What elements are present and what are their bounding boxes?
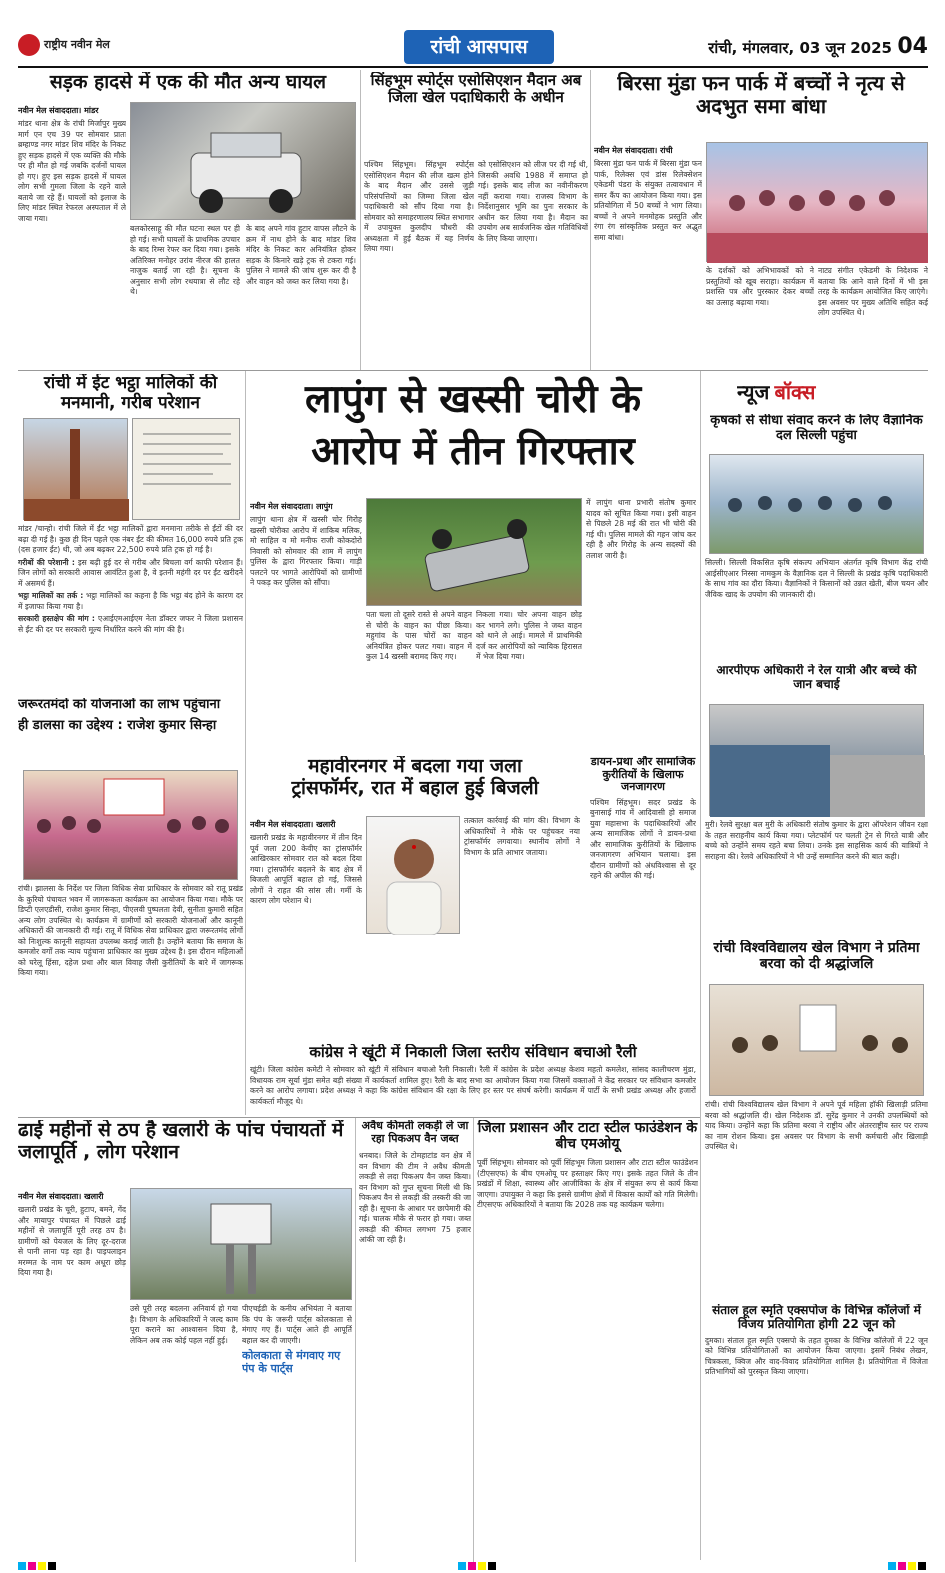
article-body-col3: के बाद अपने गांव हुटार वापस लौटने के क्रम में नाथ होने के बाद मांडर शिव मंदिर के निकट कार अनियंत्रित होकर सड़क के किनारे खड़े ट्रक से टकरा गई। पुलिस ने मामले की जांच शुरू कर दी है और वाहन को जब्त कर लिया गया है। [246,224,356,286]
tribute-photo [709,984,924,1096]
headline-line2: ट्रांसफॉर्मर, रात में बहाल हुई बिजली [291,776,539,799]
article-rpf-rescue [705,664,928,936]
overturned-vehicle-photo [366,498,582,606]
headline: सड़क हादसे में एक की मौत अन्य घायल [49,72,327,93]
article-lapung-theft [250,374,696,754]
article-body: रांची। झालसा के निर्देश पर जिला विधिक सेवा प्राधिकार के सोमवार को रातू प्रखंड के कुरियो पंचायत भवन में जागरूकता कार्यक्रम का आयोजन किया गया। मौके पर डिप्टी एलएडीसी, राजेश कुमार सिन्हा, पीएलवी पुष्पलता देवी, सुनीता कुमारी सहित अन्य लोग उपस्थित थे। कार्यक्रम में ग्रामीणों को सरकारी योजनाओं और कानूनी अधिकारों की जानकारी दी गई। रातू में विधिक सेवा प्राधिकार द्वारा जरूरतमंद लोगों को निःशुल्क कानूनी सहायता उपलब्ध कराई जाती है। उन्होंने बताया कि समाज के कमजोर वर्गों तक न्याय पहुंचाना प्राधिकार का मुख्य उद्देश्य है। इस दौरान महिलाओं को घरेलू हिंसा, दहेज प्रथा और बाल विवाह जैसी कुरीतियों के बारे में जागरूक किया गया। [18,884,243,977]
subhead: भट्ठा मालिकों का तर्क : [18,591,84,600]
headline: बिरसा मुंडा फन पार्क में बच्चों ने नृत्य से अदभुत समा बांधा [617,72,905,118]
article-body: खलारी प्रखंड के चूरी, हुटाप, बमने, गेंद और मायापुर पंचायत में पिछले ढाई महीनों से जलापूर्ति पूरी तरह ठप है। ग्रामीणों को पेयजल के लिए दूर-दराज से पानी लाना पड़ रहा है। पाइपलाइन मरम्मत के नाम पर काम अधूरा छोड़ दिया गया है। [18,1205,126,1277]
headline: जरूरतमंदों को योजनाओं का लाभ पहुंचाना [18,698,221,712]
article-body-col2: तत्काल कार्रवाई की मांग की। विभाग के अधिकारियों ने मौके पर पहुंचकर नया ट्रांसफॉर्मर लगवाया। स्थानीय लोगों ने विभाग के प्रति आभार जताया। [464,816,580,857]
headline: अवैध कीमती लकड़ी ले जा रहा पिकअप वैन जब्त [361,1120,469,1145]
article-body-col2: उसे पूरी तरह बदलना अनिवार्य हो गया है। विभाग के अधिकारियों ने जल्द काम पूरा कराने का आश्वासन दिया है, लेकिन अब तक कोई पहल नहीं हुई। [130,1304,238,1345]
headline: रांची विश्वविद्यालय खेल विभाग ने प्रतिमा बरवा को दी श्रद्धांजलि [713,940,920,973]
headline: रांची में ईट भट्ठा मालिकों की मनमानी, गरीब परेशान [43,374,218,413]
article-road-accident [18,72,358,368]
article-dalsa [18,698,243,1116]
article-sports-ground [364,72,588,368]
article-body-col3: निकला गया। चोर अपना वाहन छोड़ कर भागने लगे। पुलिस ने जब्त वाहन को थाने ले आई। मामले में प्राथमिकी दर्ज कर आरोपियों को न्यायिक हिरासत में भेज दिया गया। [476,610,582,661]
headline: कृषकों से सीधा संवाद करने के लिए वैज्ञानिक दल सिल्ली पहुंचा [710,414,923,443]
masthead [18,28,928,68]
article-transformer [250,756,580,1041]
byline: नवीन मेल संवाददाता। खलारी [18,1192,104,1201]
headline: आरपीएफ अधिकारी ने रेल यात्री और बच्चे की जान बचाई [716,664,917,691]
article-body: धनबाद। जिले के टोमहाटांड वन क्षेत्र में वन विभाग की टीम ने अवैध कीमती लकड़ी से लदा पिकअप वैन जब्त किया। वन विभाग को गुप्त सूचना मिली थी कि पिकअप वैन से लकड़ी की तस्करी की जा रही है। सूचना के आधार पर छापेमारी की गई। चालक मौके से फरार हो गया। जब्त लकड़ी की कीमत लगभग 75 हजार आंकी जा रही है। [359,1151,471,1245]
article-body: सिल्ली। सिल्ली विकसित कृषि संकल्प अभियान अंतर्गत कृषि विभाग केंद्र रांची आईसीएआर निस्सा नामकुम के वैज्ञानिक दल ने सिल्ली के प्रखंड कृषि पदाधिकारी के साथ गांव का दौरा किया। वैज्ञानिकों ने किसानों को उन्नत खेती, बीज चयन और जैविक खाद के उपयोग की जानकारी दी। [705,558,928,599]
accident-photo [130,102,356,220]
article-body-col2: पता चला तो दूसरे रास्ते से अपने वाहन से चोरी के वाहन का पीछा किया। महुगांव के पास चोरों का वाहन अनियंत्रित होकर पलट गया। वाहन में कुल 14 खस्सी बरामद किए गए। [366,610,472,661]
article-body-col2: बलकोरसाहू की मौत घटना स्थल पर ही हो गई। सभी घायलों के प्राथमिक उपचार के बाद रिम्स रेफर कर दिया गया। इसके अतिरिक्त मनोहर उरांव नीरज की हालत नाजुक बताई जा रही है। सूचना के अनुसार सभी लोग रथयात्रा से लौट रहे थे। [130,224,240,296]
section-title: रांची आसपास [404,30,554,64]
subhead: कोलकाता से मंगवाए गए पंप के पार्ट्स [242,1349,341,1375]
logo-icon [18,34,40,56]
official-portrait-photo [366,816,460,934]
brick-kiln-photo [23,418,128,520]
byline: नवीन मेल संवाददाता। लापुंग [250,502,333,511]
farmers-meeting-photo [709,454,924,554]
article-university-tribute [705,940,928,1300]
article-illegal-wood [359,1120,471,1560]
children-dance-photo [706,142,928,262]
headline: सिंहभूम स्पोर्ट्स एसोसिएशन मैदान अब जिला खेल पदाधिकारी के अधीन [370,72,582,107]
article-fun-park [594,72,928,368]
article-body: खलारी प्रखंड के महावीरनगर में तीन दिन पूर्व जला 200 केवीए का ट्रांसफॉर्मर आखिरकार सोमवार रात को बदल दिया गया। ट्रांसफॉर्मर बदलने के बाद क्षेत्र में बिजली आपूर्ति बहाल हो गई, जिससे लोगों ने राहत की सांस ली। गर्मी के कारण लोग परेशान थे। [250,833,362,905]
price-notice-photo [132,418,240,520]
issue-date: रांची, मंगलवार, 03 जून 2025 [708,39,892,57]
article-body-col3: पीएचईडी के कनीय अभियंता ने बताया कि पंप के जरूरी पार्ट्स कोलकाता से मंगाए गए हैं। पार्ट्स आते ही आपूर्ति बहाल कर दी जाएगी। [242,1304,352,1345]
article-congress-rally [250,1044,696,1116]
headline: महावीरनगर में बदला गया जला [308,756,522,777]
page-number: 04 [897,34,928,59]
article-body: दुमका। संताल हूल स्मृति एक्सपो के तहत दुमका के विभिन्न कॉलेजों में 22 जून को विभिन्न प्रतियोगिताओं का आयोजन किया जाएगा। इसमें निबंध लेखन, चित्रकला, क्विज और वाद-विवाद प्रतियोगिता शामिल है। प्रतियोगिता में विजेता प्रतिभागियों को पुरस्कृत किया जाएगा। [705,1335,928,1377]
headline: जिला प्रशासन और टाटा स्टील फाउंडेशन के बीच एमओयू [477,1120,698,1153]
headline-line2: आरोप में तीन गिरफ्तार [311,429,635,474]
article-body-col4: में लापुंग थाना प्रभारी संतोष कुमार यादव को सूचित किया गया। इसी वाहन से पिछले 28 मई की रात भी चोरी की गई थी। पुलिस मामले की गहन जांच कर रही है और गिरोह के अन्य सदस्यों की तलाश जारी है। [586,498,696,560]
article-body: मांडर /चान्हो। रांची जिले में ईंट भट्ठा मालिकों द्वारा मनमाना तरीके से ईंटों की दर बढ़ा दी गई है। कुछ ही दिन पहले एक नंबर ईंट की कीमत 16,000 रुपये प्रति ट्रक (दस हजार ईंट) थी, जो अब बढ़कर 22,500 रुपये प्रति ट्रक हो गई है। [18,524,243,554]
article-body: पश्चिम सिंहभूम। सदर प्रखंड के बुनासाई गांव में आदिवासी हो समाज युवा महासभा के पदाधिकारियों और अन्य सामाजिक लोगों ने डायन-प्रथा और सामाजिक कुरीतियों के खिलाफ जनजागरण अभियान चलाया। इस दौरान ग्रामीणों को अंधविश्वास से दूर रहने की अपील की गई। [590,797,696,881]
railway-platform-photo [709,704,924,816]
headline: ढाई महीनों से ठप है खलारी के पांच पंचायतों में जलापूर्ति , लोग परेशान [18,1120,344,1163]
article-body: पश्चिम सिंहभूम। सिंहभूम स्पोर्ट्स एसोसिएशन मैदान की लीज खत्म होने के बाद मैदान और उससे जुड़ी परिसंपत्तियों का जिम्मा जिला खेल पदाधिकारी को सौंप दिया गया है। सोमवार को समाहरणालय स्थित सभागार में उपायुक्त कुलदीप चौधरी की अध्यक्षता में हुई बैठक में यह निर्णय लिया गया। [364,160,474,253]
article-body: मांडर थाना क्षेत्र के रांची मिर्जापुर मुख्य मार्ग एन एच 39 पर सोमवार प्रातः ब्रम्हाण्ड नगर मांडर शिव मंदिर के निकट हुए सड़क हादसे में एक व्यक्ति की मौके पर ही मौत हो गई जबकि दर्जनों घायल हो गए। हुए इस सड़क हादसे में घायल लोग सभी गुमला जिला के रहने वाले बताये जा रहे हैं। घायलों को इलाज के लिए मांडर स्थित रेफरल अस्पताल में ले जाया गया। [18,119,126,223]
article-body-col3: नाट्य संगीत एकेडमी के निदेशक ने बताया कि आने वाले दिनों में भी इस तरह के कार्यक्रम आयोजित किए जाएंगे। इस अवसर पर मुख्य अतिथि सहित कई लोग उपस्थित थे। [818,266,928,317]
article-santal-hool [705,1304,928,1560]
byline: नवीन मेल संवाददाता। रांची [594,146,673,155]
article-tata-mou [477,1120,698,1560]
news-box-label: न्यूज बॉक्स [737,380,816,404]
headline: लापुंग से खस्सी चोरी के [304,377,642,422]
dalsa-program-photo [23,770,238,880]
print-registration-bar [18,1562,928,1570]
subhead: सरकारी हस्तक्षेप की मांग : [18,614,95,623]
subhead: गरीबों की परेशानी : [18,557,75,567]
article-body: मुरी। रेलवे सुरक्षा बल मुरी के अधिकारी संतोष कुमार के द्वारा ऑपरेशन जीवन रक्षा के तहत सराहनीय कार्य किया गया। प्लेटफॉर्म पर चलती ट्रेन से गिरते यात्री और बच्चे को उन्होंने समय रहते बचा लिया। उनके इस साहसिक कार्य की यात्रियों ने सराहना की। रेलवे अधिकारियों ने भी उन्हें सम्मानित करने की बात कही। [705,820,928,861]
headline: कांग्रेस ने खूंटी में निकाली जिला स्तरीय संविधान बचाओ रैली [309,1044,637,1061]
article-body-col2: के दर्शकों को अभिभावकों को ने प्रस्तुतियों को खूब सराहा। कार्यक्रम में प्रशस्ति पत्र और पुरस्कार देकर बच्चों का उत्साह बढ़ाया गया। [706,266,814,307]
article-body: लापुंग थाना क्षेत्र में खस्सी चोर गिरोह खस्सी चोरीका आरोप में शाकिब मलिक, मो साहिल व मो मनीफ राजी कोकदोरो निवासी को सोमवार की शाम में लापुंग पुलिस के द्वारा गिरफ्तार किया। गाड़ी पलटने पर भागते आरोपियों को ग्रामीणों ने पकड़ कर पुलिस को सौंपा। [250,515,362,587]
article-body: बिरसा मुंडा फन पार्क में बिरसा मुंडा फन पार्क, रिलेक्स एवं डांस रिलेक्सेशन एकेडमी पंडरा के संयुक्त तत्वावधान में समर कैंप का आयोजन किया गया। इस प्रतियोगिता में 50 बच्चों ने भाग लिया। बच्चों ने अपने मनमोहक प्रस्तुति और रंगा रंग सांस्कृतिक प्रस्तुत कर अद्भुत समा बांधा। [594,159,702,242]
newspaper-logo: राष्ट्रीय नवीन मेल [18,34,133,62]
article-brick-kiln: रांची में ईट भट्ठा मालिकों की मनमानी, गरीब परेशान मांडर /चान्हो। रांची जिले में ईंट भट्ठा मालिकों द्वारा मनमाना तरीके से ईंटों की दर बढ़ा दी गई है। कुछ ही दिन पहले एक नंबर ईंट की कीमत 16,000 रुपये प्रति ट्रक (दस हजार ईंट) थी, जो अब बढ़कर 22,500 रुपये प्रति ट्रक हो गई है। गरीबों की परेशानी : इस बढ़ी हुई दर से गरीब और बिचला वर्ग काफी परेशान हैं। जिन लोगों को सरकारी आवास आवंटित हुआ है, वे इतनी महंगी दर पर ईंट खरीदने में असमर्थ हैं। भट्ठा मालिकों का तर्क : भट्ठा मालिकों का कहना है कि भट्ठा बंद होने के कारण दर में इजाफा किया गया है। सरकारी हस्तक्षेप की मांग : एआईएमआईएम नेता डॉक्टर जफर ने जिला प्रशासन से ईंट की दर पर सरकारी मूल्य निर्धारित करने की मांग की है। [18,374,243,634]
headline: डायन-प्रथा और सामाजिक कुरीतियों के खिलाफ जनजागरण [590,756,696,794]
article-body: खूंटी। जिला कांग्रेस कमेटी ने सोमवार को खूंटी में संविधान बचाओ रैली निकाली। रैली में कांग्रेस के प्रदेश अध्यक्ष केशव महतो कमलेश, सांसद कालीचरण मुंडा, विधायक राम सूर्या मुंडा समेत बड़ी संख्या में कार्यकर्ता शामिल हुए। रैली के बाद सभा का आयोजन किया गया जिसमें वक्ताओं ने केंद्र सरकार पर संविधान कमजोर करने का आरोप लगाया। प्रदेश अध्यक्ष ने कहा कि कांग्रेस संविधान की रक्षा के लिए हर स्तर पर संघर्ष करेगी। कार्यक्रम में पार्टी के सभी प्रखंड अध्यक्ष और हजारों कार्यकर्ता मौजूद थे। [250,1065,696,1106]
water-tank-photo [130,1188,352,1300]
byline: नवीन मेल संवाददाता। खलारी [250,820,336,829]
headline-line2: ही डालसा का उद्देश्य : राजेश कुमार सिन्हा [18,717,217,733]
article-body-col2: को एसोसिएशन को लीज पर दी गई थी, जिसकी अवधि 1988 में समाप्त हो गई। इसके बाद लीज का नवीनीकरण नहीं कराया गया। राजस्व विभाग के निर्देशानुसार भूमि का पुनः सरकार के अधीन कर लिया गया है। मैदान का उपयोग अब सार्वजनिक खेल गतिविधियों के लिए किया जाएगा। [478,160,588,243]
article-witchcraft [590,756,696,1041]
article-body: रांची। रांची विश्वविद्यालय खेल विभाग ने अपने पूर्व महिला हॉकी खिलाड़ी प्रतिमा बरवा को श्रद्धांजलि दी। खेल निदेशक डॉ. सुरेंद्र कुमार ने उनकी उपलब्धियों को याद किया। उन्होंने कहा कि प्रतिमा बरवा ने राष्ट्रीय और अंतरराष्ट्रीय स्तर पर राज्य का नाम रोशन किया। इस अवसर पर विभाग के सभी कर्मचारी और खिलाड़ी उपस्थित थे। [705,1100,928,1151]
article-scientists-silli [705,414,928,659]
article-body: पूर्वी सिंहभूम। सोमवार को पूर्वी सिंहभूम जिला प्रशासन और टाटा स्टील फाउंडेशन (टीएसएफ) के बीच एमओयू पर हस्ताक्षर किए गए। इसके तहत जिले के तीन प्रखंडों में शिक्षा, स्वास्थ्य और आजीविका के क्षेत्र में संयुक्त रूप से कार्य किया जाएगा। उपायुक्त ने कहा कि इससे ग्रामीण क्षेत्रों में विकास कार्यों को गति मिलेगी। टीएसएफ अधिकारियों ने बताया कि 2028 तक यह कार्यक्रम चलेगा। [477,1158,698,1210]
byline: नवीन मेल संवाददाता। मांडर [18,106,99,115]
article-water-supply [18,1120,353,1560]
headline: संताल हूल स्मृति एक्सपोज के विभिन्न कॉलेजों में विजय प्रतियोगिता होगी 22 जून को [712,1304,921,1331]
